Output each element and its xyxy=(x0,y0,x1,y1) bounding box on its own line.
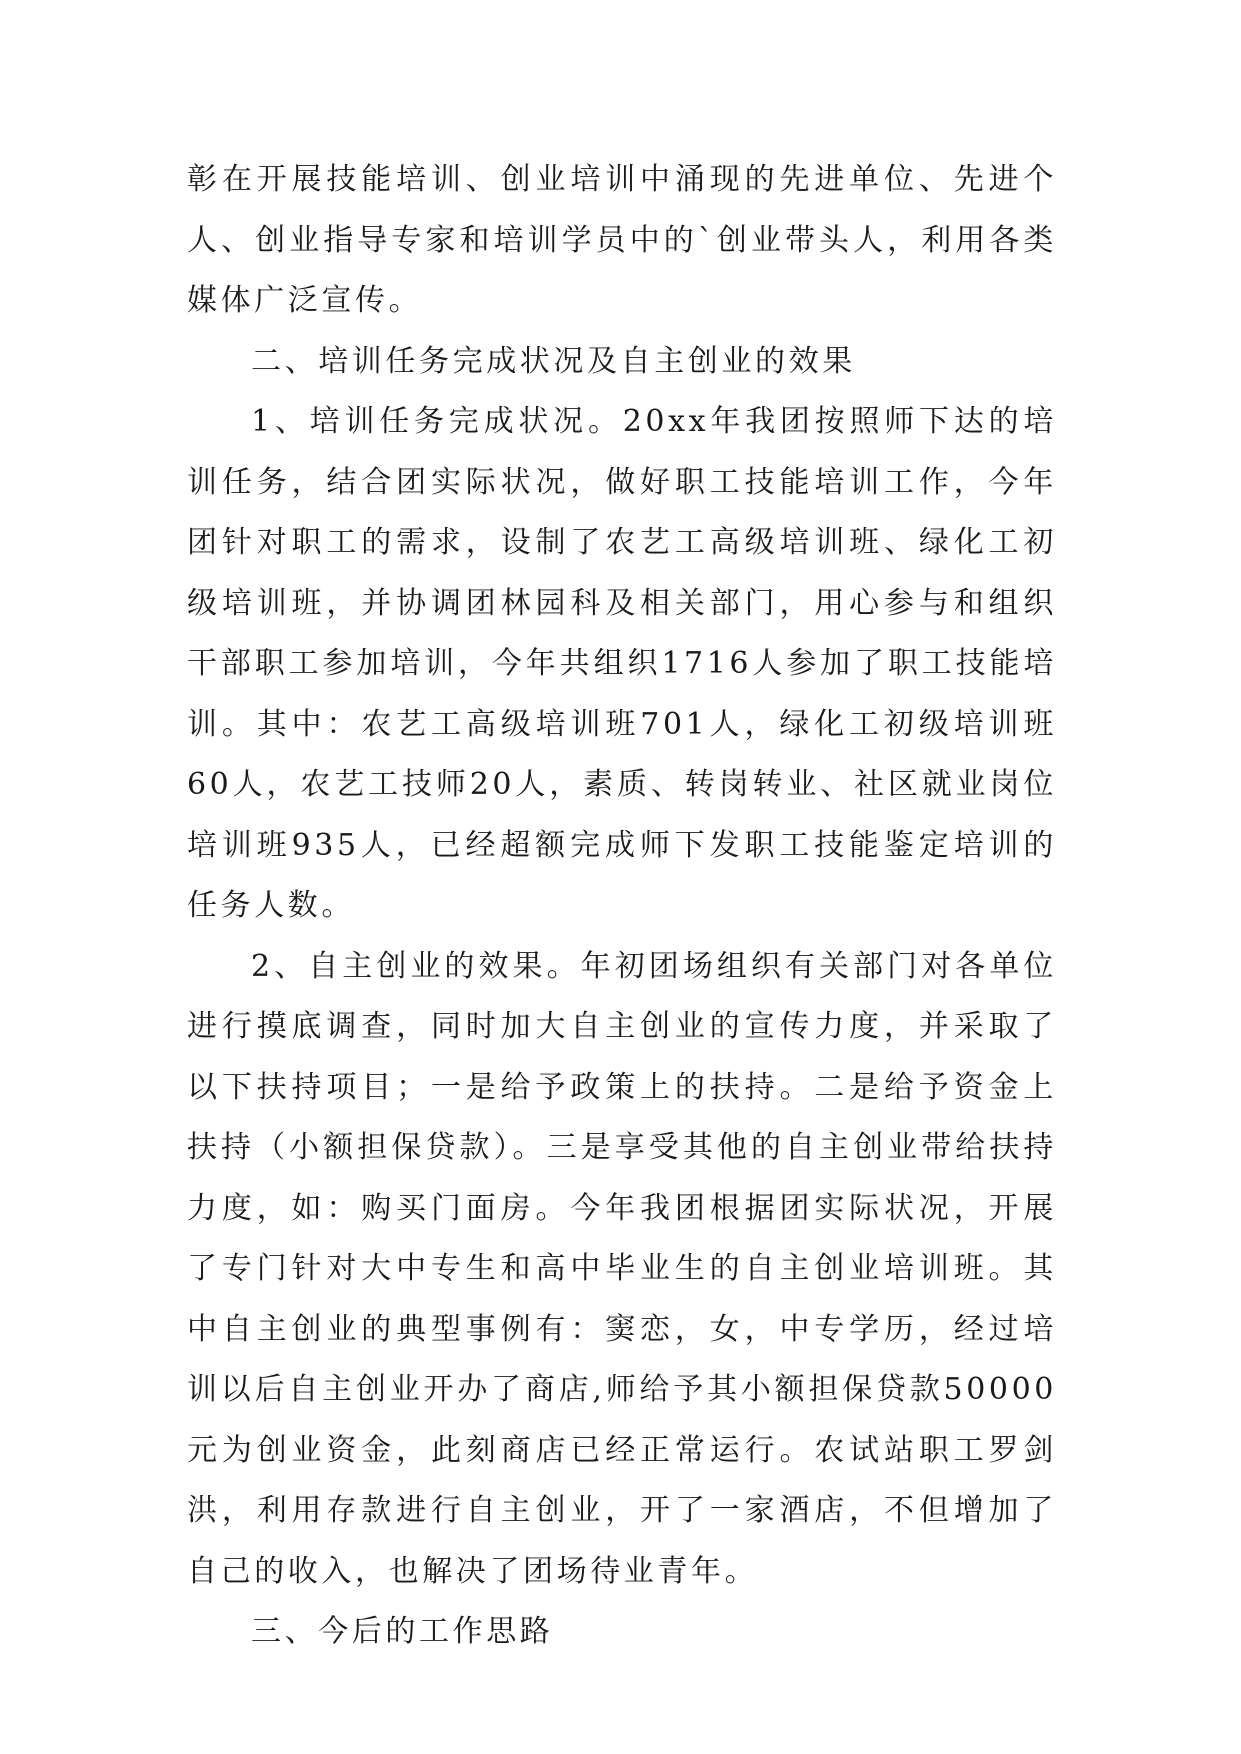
section-heading-future-plans: 三、今后的工作思路 xyxy=(251,1614,554,1649)
section-heading-training-results: 二、培训任务完成状况及自主创业的效果 xyxy=(251,343,856,379)
paragraph-entrepreneurship-results: 2、自主创业的效果。年初团场组织有关部门对各单位进行摸底调查，同时加大自主创业的宣传力度，并采取了以下扶持项目；一是给予政策上的扶持。二是给予资金上扶持（小额担保贷款）。三是享受其他的自主创业带给扶持力度，如：购买门面房。今年我团根据团实际状况，开展了专门针对大中专生和高中毕业生的自主创业培训班。其中自主创业的典型事例有：窦恋，女，中专学历，经过培训以后自主创业开办了商店,师给予其小额担保贷款50000元为创业资金，此刻商店已经正常运行。农试站职工罗剑洪，利用存款进行自主创业，开了一家酒店，不但增加了自己的收入，也解决了团场待业青年。 xyxy=(187,948,1057,1589)
paragraph-award-publicity: 彰在开展技能培训、创业培训中涌现的先进单位、先进个人、创业指导专家和培训学员中的`创业带头人，利用各类媒体广泛宣传。 xyxy=(187,162,1057,318)
document-body xyxy=(187,150,1057,1663)
paragraph-training-completion: 1、培训任务完成状况。20xx年我团按照师下达的培训任务，结合团实际状况，做好职工技能培训工作，今年团针对职工的需求，设制了农艺工高级培训班、绿化工初级培训班，并协调团林园科及相关部门，用心参与和组织干部职工参加培训，今年共组织1716人参加了职工技能培训。其中：农艺工高级培训班701人，绿化工初级培训班60人，农艺工技师20人，素质、转岗转业、社区就业岗位培训班935人，已经超额完成师下发职工技能鉴定培训的任务人数。 xyxy=(187,404,1057,923)
